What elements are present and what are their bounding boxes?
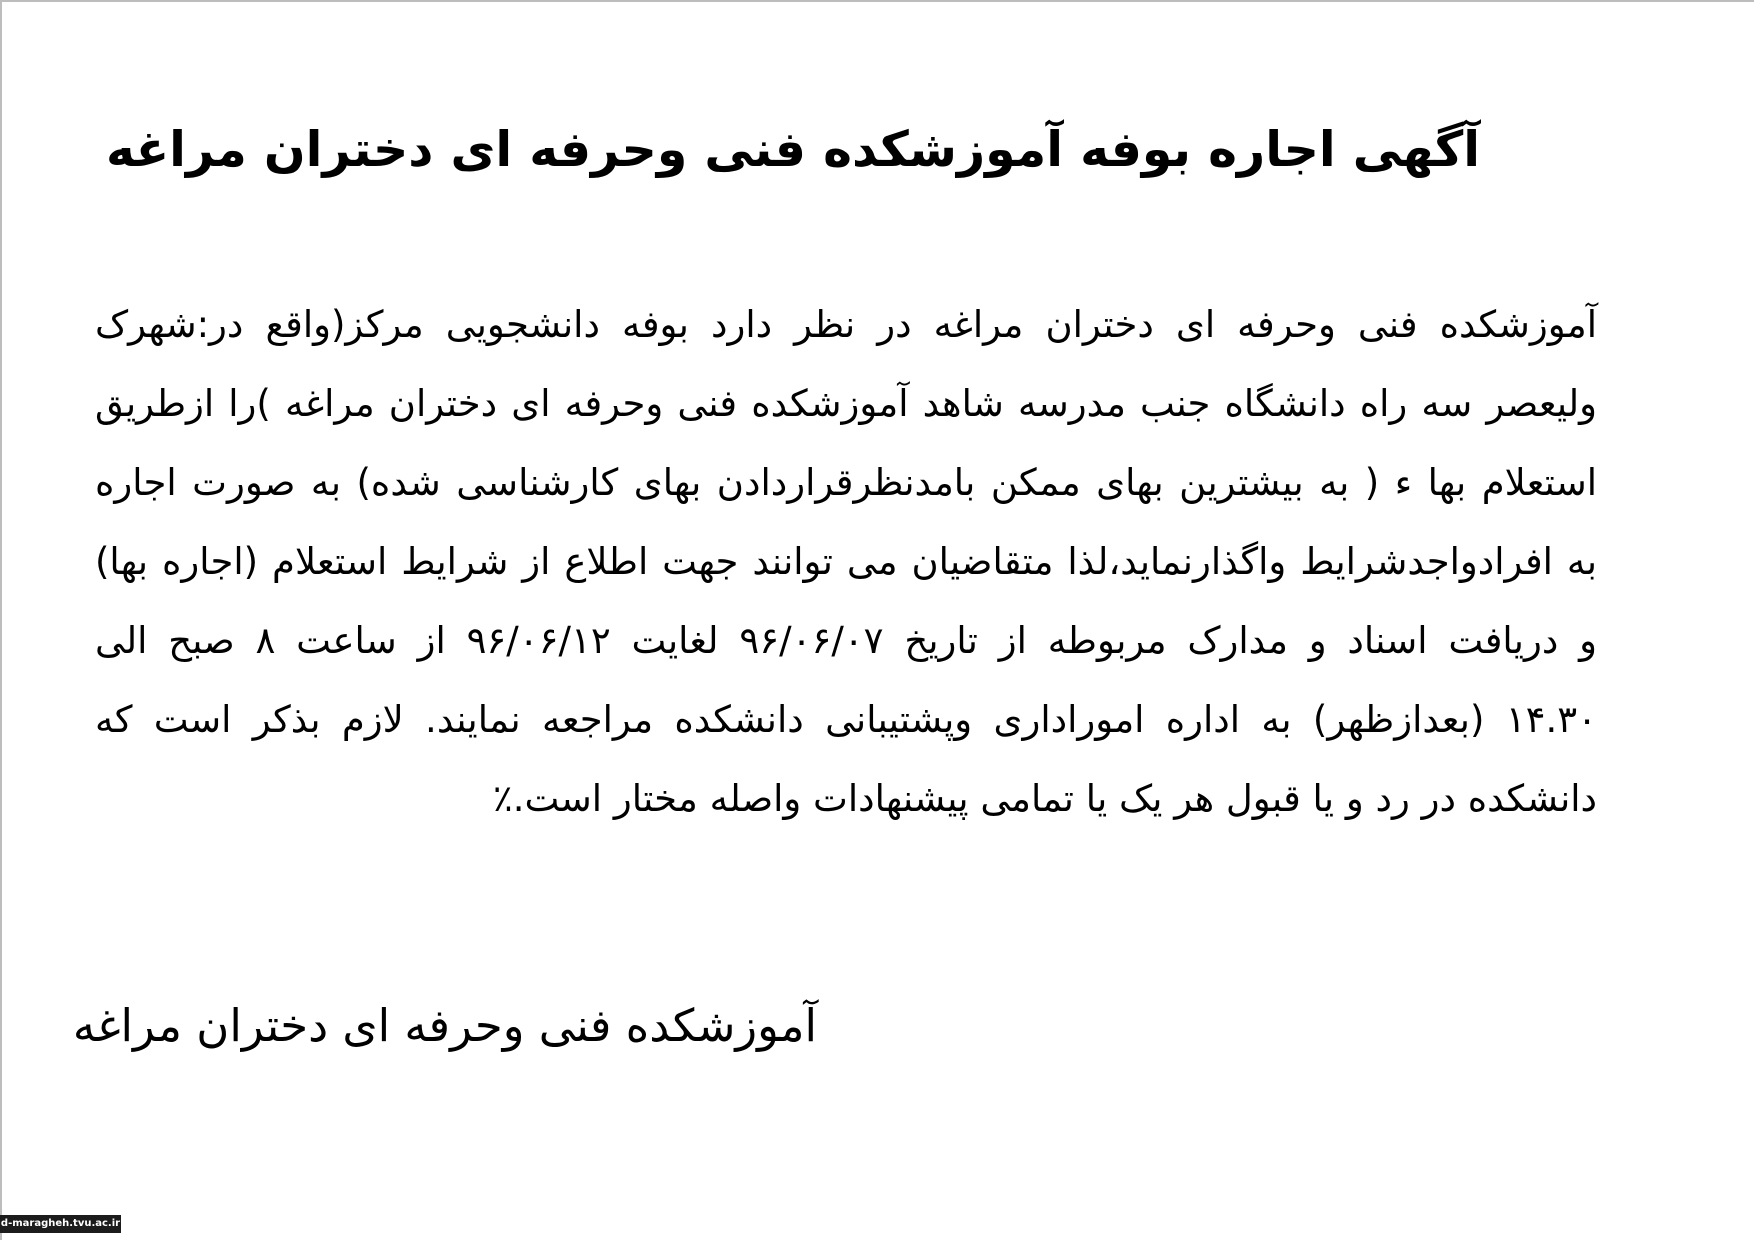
- page-border-top: [0, 0, 1754, 2]
- site-watermark: d-maragheh.tvu.ac.ir: [0, 1215, 121, 1233]
- body-line: استعلام بها ء ( به بیشترین بهای ممکن بامدنظرقراردادن بهای کارشناسی شده) به صورت اجاره: [95, 461, 1597, 504]
- body-line: دانشکده در رد و یا قبول هر یک یا تمامی پیشنهادات واصله مختار است.٪: [492, 777, 1597, 820]
- body-line: ولیعصر سه راه دانشگاه جنب مدرسه شاهد آموزشکده فنی وحرفه ای دختران مراغه )را ازطریق: [95, 382, 1597, 425]
- body-line: ۱۴.۳۰ (بعدازظهر) به اداره اموراداری وپشتیبانی دانشکده مراجعه نمایند. لازم بذکر است که: [95, 698, 1597, 741]
- page-border-left: [0, 0, 2, 1240]
- body-line: آموزشکده فنی وحرفه ای دختران مراغه در نظر دارد بوفه دانشجویی مرکز(واقع در:شهرک: [95, 303, 1597, 346]
- body-line: و دریافت اسناد و مدارک مربوطه از تاریخ ۹۶/۰۶/۰۷ لغایت ۹۶/۰۶/۱۲ از ساعت ۸ صبح الی: [95, 619, 1597, 662]
- announcement-body: [95, 285, 1597, 838]
- body-line: به افرادواجدشرایط واگذارنماید،لذا متقاضیان می توانند جهت اطلاع از شرایط استعلام (اجاره بها): [95, 540, 1597, 583]
- signature-text: آموزشکده فنی وحرفه ای دختران مراغه: [72, 999, 817, 1052]
- announcement-title: آگهی اجاره بوفه آموزشکده فنی وحرفه ای دختران مراغه: [105, 121, 1480, 178]
